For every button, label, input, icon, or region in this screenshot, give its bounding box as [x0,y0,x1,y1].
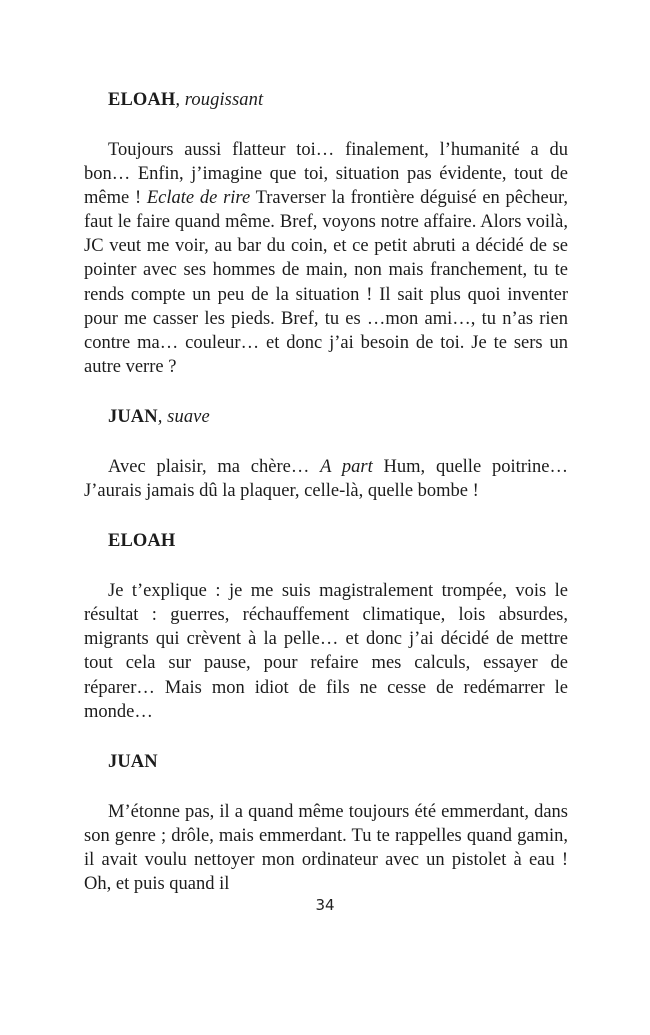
dialogue-paragraph: Toujours aussi flatteur toi… finalement, l’humanité a du bon… Enfin, j’imagine que toi, situation pas évidente, tout de même ! Eclate de rire Traverser la frontière déguisé en pêcheur, faut le faire quand même. Bref, voyons notre affaire. Alors voilà, JC veut me voir, au bar du coin, et ce petit abruti a décidé de se pointer avec ses hommes de main, non mais franchement, tu te rends compte un peu de la situation ! Il sait plus quoi inventer pour me casser les pieds. Bref, tu es …mon ami…, tu n’as rien contre ma… couleur… et donc j’ai besoin de toi. Je te sers un autre verre ? [84,140,568,377]
speaker-heading: ELOAH [108,531,176,552]
speaker-heading: JUAN [108,751,158,772]
stage-direction: A part [320,456,373,477]
page-body [84,88,568,922]
speaker-heading: JUAN, suave [108,406,210,427]
dialogue-paragraph: Avec plaisir, ma chère… A part Hum, quelle poitrine… J’aurais jamais dû la plaquer, celle-là, quelle bombe ! [84,456,568,502]
speaker-heading: ELOAH, rougissant [108,90,264,110]
page-number: 34 [315,896,335,914]
stage-direction: Eclate de rire [146,188,251,209]
dialogue-paragraph: M’étonne pas, il a quand même toujours été emmerdant, dans son genre ; drôle, mais emmerdant. Tu te rappelles quand gamin, il avait voulu nettoyer mon ordinateur avec un pistolet à eau ! Oh, et puis quand il [84,801,568,894]
dialogue-paragraph: Je t’explique : je me suis magistralement trompée, vois le résultat : guerres, réchauffement climatique, lois absurdes, migrants qui crèvent à la pelle… et donc j’ai décidé de mettre tout cela sur pause, pour refaire mes calculs, essayer de réparer… Mais mon idiot de fils ne cesse de redémarrer le monde… [84,581,568,722]
